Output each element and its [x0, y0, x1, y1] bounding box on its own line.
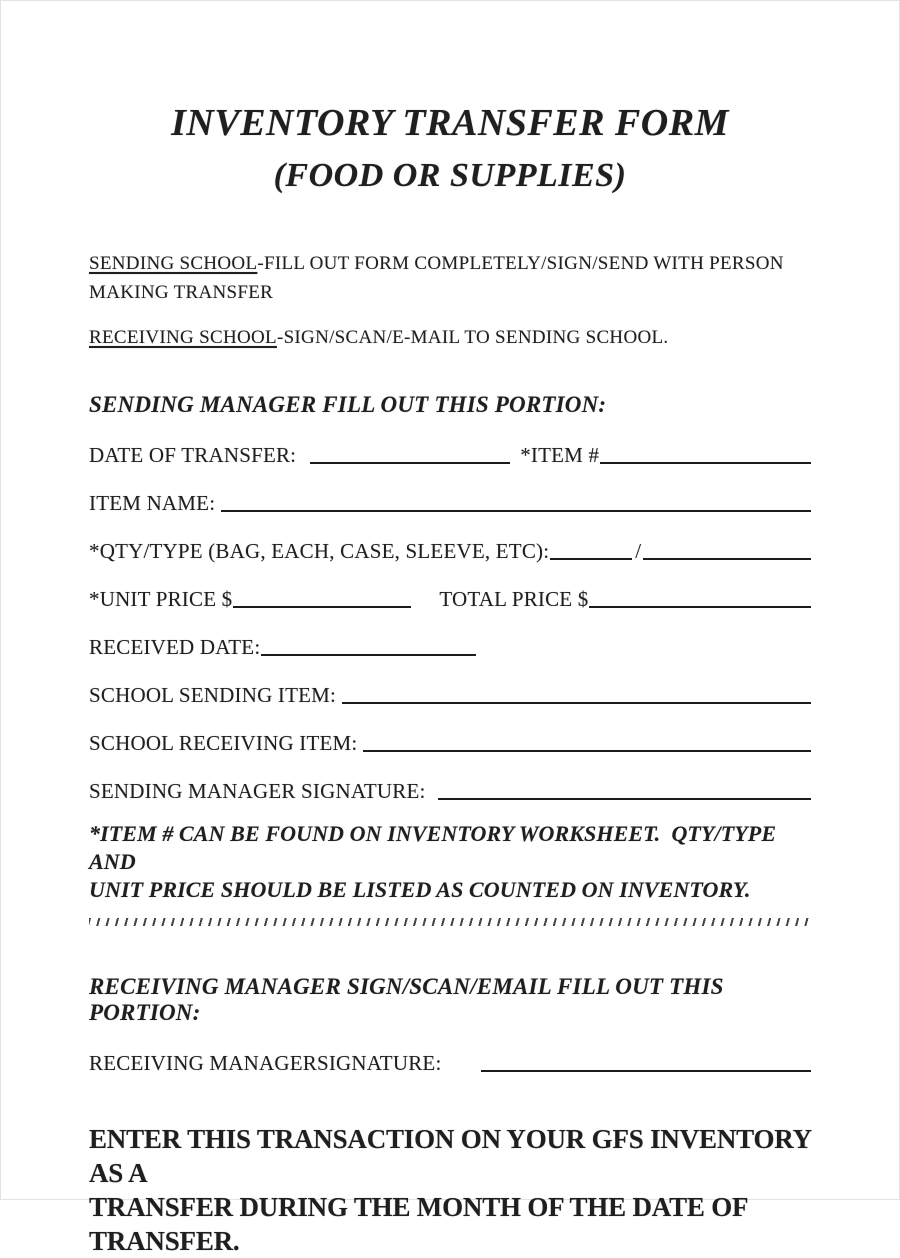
form-content	[1, 101, 899, 1258]
unit-price-blank	[233, 592, 411, 608]
school-receiving-blank	[363, 736, 811, 752]
total-price-blank	[589, 592, 811, 608]
footer-line2: TRANSFER DURING THE MONTH OF THE DATE OF TRANSFER.	[89, 1192, 748, 1256]
receiving-signature-blank	[481, 1056, 811, 1072]
qty-type-row	[89, 540, 811, 562]
form-title: INVENTORY TRANSFER FORM	[171, 102, 729, 144]
sending-signature-blank	[438, 784, 811, 800]
school-receiving-label: SCHOOL RECEIVING ITEM:	[89, 731, 358, 755]
date-of-transfer-label: DATE OF TRANSFER:	[89, 443, 297, 467]
note-line1: *ITEM # CAN BE FOUND ON INVENTORY WORKSHEET. QTY/TYPE AND	[89, 821, 781, 874]
sending-school-instruction	[89, 249, 811, 307]
qty-type-slash: /	[635, 539, 642, 563]
form-subtitle: (FOOD OR SUPPLIES)	[273, 157, 627, 194]
date-of-transfer-blank	[310, 448, 510, 464]
item-number-note	[89, 820, 811, 904]
qty-type-label: *QTY/TYPE (BAG, EACH, CASE, SLEEVE, ETC):	[89, 539, 550, 563]
school-sending-blank	[342, 688, 811, 704]
item-number-blank	[600, 448, 811, 464]
school-receiving-row	[89, 732, 811, 754]
received-date-label: RECEIVED DATE:	[89, 635, 261, 659]
school-sending-row	[89, 684, 811, 706]
qty-blank	[550, 544, 632, 560]
receiving-signature-row	[89, 1052, 811, 1074]
date-of-transfer-row	[89, 444, 811, 466]
price-row	[89, 588, 811, 610]
receiving-school-label: RECEIVING SCHOOL	[89, 327, 277, 348]
sending-school-text-line1: -FILL OUT FORM COMPLETELY/SIGN/SEND WITH PERSON	[257, 253, 784, 274]
receiving-school-text: -SIGN/SCAN/E-MAIL TO SENDING SCHOOL.	[276, 327, 669, 348]
receiving-section-heading: RECEIVING MANAGER SIGN/SCAN/EMAIL FILL OUT THIS PORTION:	[89, 974, 724, 1025]
total-price-label: TOTAL PRICE $	[439, 587, 589, 611]
sending-school-label: SENDING SCHOOL	[89, 253, 258, 274]
sending-signature-label: SENDING MANAGER SIGNATURE:	[89, 779, 426, 803]
receiving-school-instruction	[89, 323, 811, 352]
school-sending-label: SCHOOL SENDING ITEM:	[89, 683, 337, 707]
item-name-blank	[221, 496, 811, 512]
receiving-signature-label: RECEIVING MANAGERSIGNATURE:	[89, 1051, 442, 1075]
item-name-row	[89, 492, 811, 514]
sending-section-heading: SENDING MANAGER FILL OUT THIS PORTION:	[89, 392, 607, 417]
footer-instruction	[89, 1122, 811, 1258]
item-number-label: *ITEM #	[520, 443, 600, 467]
item-name-label: ITEM NAME:	[89, 491, 216, 515]
type-blank	[643, 544, 811, 560]
received-date-blank	[261, 640, 476, 656]
received-date-row	[89, 636, 811, 658]
unit-price-label: *UNIT PRICE $	[89, 587, 233, 611]
asterisk-divider	[89, 918, 811, 926]
sending-school-text-line2: MAKING TRANSFER	[89, 282, 274, 303]
sending-signature-row	[89, 780, 811, 802]
footer-line1: ENTER THIS TRANSACTION ON YOUR GFS INVENTORY AS A	[89, 1124, 811, 1188]
note-line2: UNIT PRICE SHOULD BE LISTED AS COUNTED ON INVENTORY.	[89, 877, 751, 902]
